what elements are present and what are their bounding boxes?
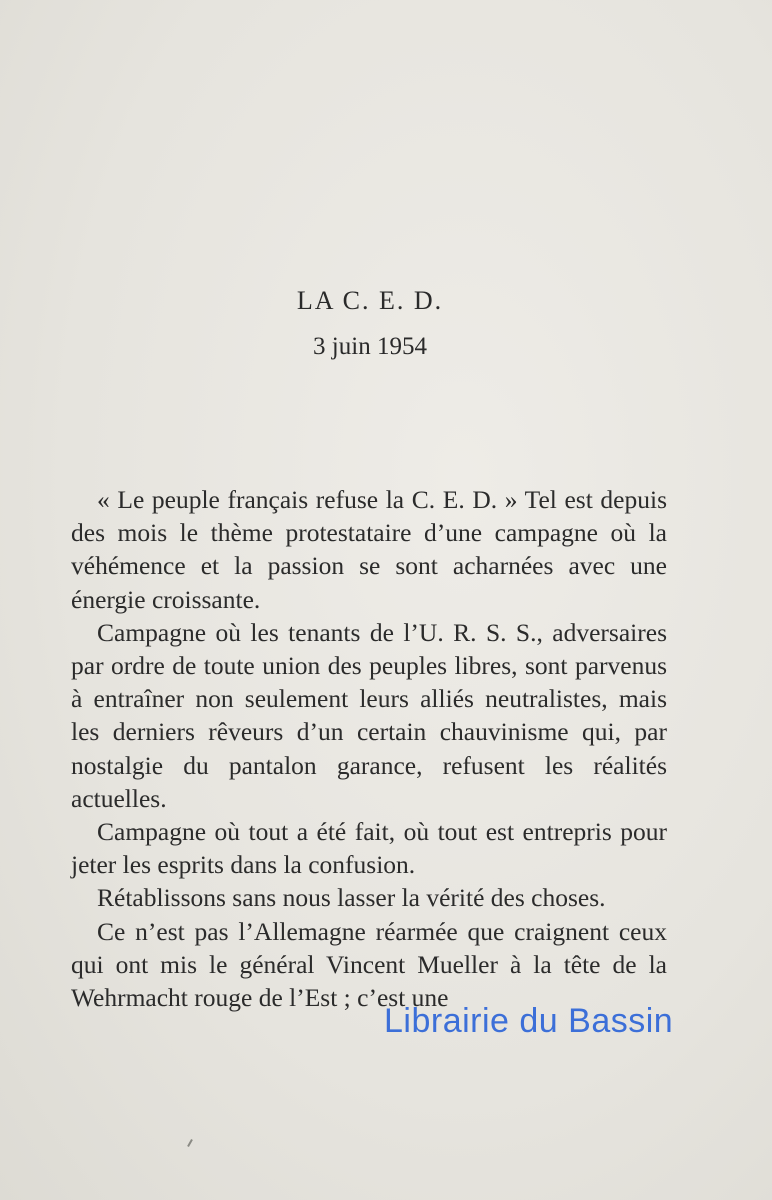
paper-speck: [187, 1139, 193, 1147]
seller-watermark: Librairie du Bassin: [384, 1002, 674, 1040]
body-text: [71, 483, 667, 1014]
chapter-date: 3 juin 1954: [313, 333, 427, 360]
chapter-title: LA C. E. D.: [296, 286, 444, 315]
paragraph-5: Ce n’est pas l’Allemagne réarmée que craignent ceux qui ont mis le général Vincent Mueller à la tête de la Wehrmacht rouge de l’Est ; c’est une: [71, 916, 667, 1013]
paragraph-3: Campagne où tout a été fait, où tout est entrepris pour jeter les esprits dans la confusion.: [71, 817, 667, 880]
paragraph-4: Rétablissons sans nous lasser la vérité des choses.: [97, 883, 606, 913]
paragraph-2: Campagne où les tenants de l’U. R. S. S., adversaires par ordre de toute union des peuples libres, sont parvenus à entraîner non seulement leurs alliés neutralistes, mais les derniers rêveurs d’un certain chauvinisme qui, par nostalgie du pantalon garance, refusent les réalités actuelles.: [71, 617, 667, 813]
paragraph-1: « Le peuple français refuse la C. E. D. » Tel est depuis des mois le thème protestataire d’une campagne où la véhémence et la passion se sont acharnées avec une énergie croissante.: [71, 485, 667, 614]
